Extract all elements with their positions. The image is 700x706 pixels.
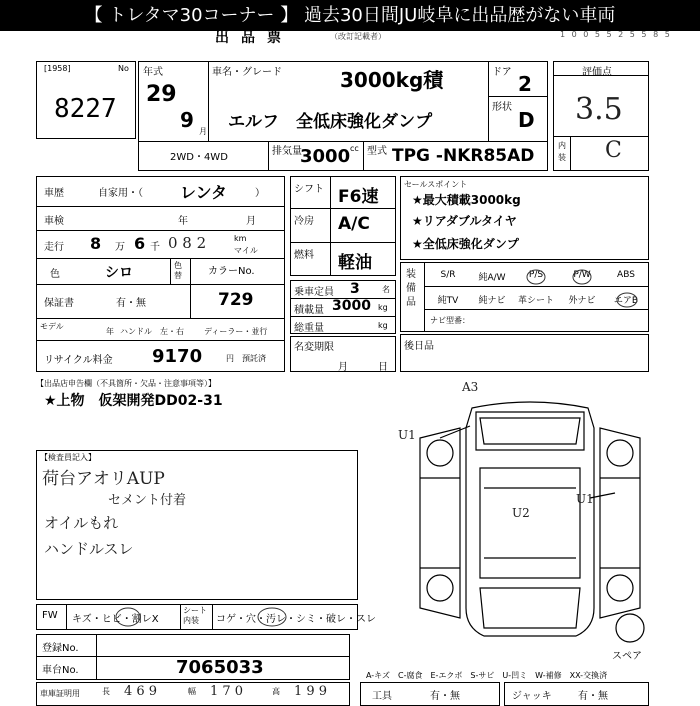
equip-tv: 純TV [437, 296, 459, 306]
shift-value: F6速 [338, 187, 379, 207]
registration-label: 登録No. [42, 643, 79, 654]
inspection-label: 車検 [44, 216, 64, 227]
ac-label: 冷房 [294, 216, 314, 227]
damage-legend: A-キズ C-腐食 E-エクボ S-サビ U-凹ミ W-補修 XX-交換済 [366, 671, 608, 680]
model-name: エルフ 全低床強化ダンプ [228, 112, 433, 132]
color-code-label: カラーNo. [208, 266, 255, 277]
load-unit: kg [378, 303, 388, 312]
lot-year-tag: [1958] [44, 64, 71, 73]
cert-height-label: 高 [272, 687, 280, 696]
color-change-label: 色替 [174, 261, 182, 280]
equipment-label: 装備品 [406, 269, 416, 308]
title-change-label: 名変期限 [294, 342, 334, 353]
fuel-value: 軽油 [338, 253, 372, 273]
seller-notes-value: ★上物 仮架開発DD02-31 [44, 393, 223, 409]
mileage-man-unit: 万 [115, 242, 125, 253]
sheet-title: 出品票 [215, 30, 293, 46]
year-month: 9 [180, 108, 194, 132]
shape-value: D [518, 108, 535, 132]
displacement-label: 排気量 [272, 146, 302, 157]
lot-number: 8227 [54, 94, 117, 124]
fuel-label: 燃料 [294, 250, 314, 261]
model-row-dealer: ディーラー・並行 [204, 327, 268, 336]
door-value: 2 [518, 72, 532, 96]
fw-seat: コゲ・穴・汚レ・シミ・破レ・スレ [216, 614, 376, 625]
damage-mark: U1 [576, 492, 594, 506]
chassis-label: 車台No. [42, 665, 79, 676]
equip-ext-navi: 外ナビ [568, 296, 596, 306]
lot-no-label: No [118, 64, 129, 73]
model-row-label: モデル [40, 322, 64, 331]
load-label: 積載量 [294, 305, 324, 316]
color-value: シロ [105, 265, 133, 281]
sales-point: ★全低床強化ダンプ [412, 237, 519, 251]
shift-label: シフト [294, 184, 324, 195]
fw-damage: キズ・ヒビ・割レX [72, 614, 159, 625]
equip-ps: P/S [528, 270, 544, 280]
model-label: 車名・グレード [212, 67, 282, 78]
history-options: 自家用・（ [98, 188, 143, 199]
inspector-notes-label: 【検査員記入】 [40, 453, 96, 462]
damage-mark: A3 [462, 380, 479, 394]
mileage-rest: 0 8 2 [168, 234, 207, 252]
mileage-man: 8 [90, 234, 102, 253]
model-row-year-unit: 年 [106, 327, 114, 336]
damage-mark: U2 [512, 506, 530, 520]
weight-label: 総重量 [294, 323, 324, 334]
model-code-label: 型式 [367, 146, 387, 157]
inspector-note: オイルもれ [44, 514, 119, 532]
weight-unit: kg [378, 321, 388, 330]
damage-mark: U1 [398, 428, 416, 442]
chassis-value: 7065033 [176, 657, 264, 678]
warranty-label: 保証書 [44, 298, 74, 309]
interior-value: C [605, 138, 622, 163]
mileage-label: 走行 [44, 242, 64, 253]
later-items-label: 後日品 [404, 341, 434, 352]
auction-banner: 【 トレタマ30コーナー 】 過去30日間JU岐阜に出品歴がない車両 [0, 0, 700, 31]
fw-circles [36, 604, 358, 630]
cert-length: 4 6 9 [124, 684, 158, 699]
tools-value: 有・無 [430, 691, 460, 702]
recycle-value: 9170 [152, 346, 203, 367]
equipment-circles [400, 262, 649, 332]
sales-point: ★最大積載3000kg [412, 193, 521, 207]
equip-alloy: 純A/W [478, 273, 506, 283]
jack-value: 有・無 [578, 691, 608, 702]
later-items-box [400, 334, 649, 372]
score-value: 3.5 [575, 92, 623, 127]
mileage-mile-unit: マイル [234, 246, 258, 255]
model-code-value: TPG -NKR85AD [392, 146, 535, 166]
sales-points-label: セールスポイント [404, 180, 468, 189]
recycle-note: 預託済 [242, 354, 266, 363]
year-month-unit: 月 [199, 127, 207, 136]
equip-abs: ABS [617, 270, 635, 280]
equip-sr: S/R [440, 270, 456, 280]
inspector-note: セメント付着 [108, 493, 187, 508]
history-label: 車歴 [44, 188, 64, 199]
drive-label: 2WD・4WD [170, 152, 228, 163]
inspector-note: ハンドルスレ [44, 540, 134, 558]
model-capacity: 3000kg積 [340, 68, 444, 92]
seats-label: 乗車定員 [294, 287, 334, 298]
mileage-km-unit: km [234, 234, 247, 243]
interior-label: 内装 [558, 141, 566, 162]
equip-airbag: エアB [613, 296, 639, 306]
cert-width: 1 7 0 [210, 684, 244, 699]
year-value: 29 [146, 82, 177, 107]
door-label: ドア [492, 67, 512, 78]
displacement-value: 3000 [300, 146, 351, 167]
cert-height: 1 9 9 [294, 684, 328, 699]
sheet-serial: 1 0 0 5 5 2 5 5 8 5 [560, 30, 672, 39]
year-label: 年式 [143, 67, 163, 78]
equip-pw: P/W [573, 270, 591, 280]
spare-label: スペア [612, 651, 642, 662]
mileage-sen: 6 [134, 234, 146, 253]
inspector-note: 荷台アオリAUP [42, 469, 165, 489]
seller-notes-label: 【出品店申告欄（不具箇所・欠品・注意事項等）】 [36, 379, 216, 388]
fw-label: FW [42, 610, 58, 621]
equip-leather: 革シート [517, 296, 554, 306]
sheet-subtitle: （改訂記載者） [330, 32, 386, 41]
load-value: 3000 [332, 298, 371, 314]
displacement-unit: cc [350, 144, 359, 153]
cert-label: 車庫証明用 [40, 689, 80, 698]
ac-value: A/C [338, 214, 370, 234]
fw-seat-label: シート内装 [183, 606, 207, 625]
seats-value: 3 [350, 281, 360, 297]
recycle-unit: 円 [226, 354, 234, 363]
history-close: ） [255, 188, 265, 199]
shape-label: 形状 [492, 102, 512, 113]
tools-label: 工具 [372, 691, 392, 702]
vehicle-damage-diagram [380, 378, 680, 678]
score-label: 評価点 [582, 67, 612, 78]
navi-model-label: ナビ型番： [430, 316, 470, 325]
inspection-year-unit: 年 [178, 216, 188, 227]
warranty-value: 有・無 [116, 298, 146, 309]
seats-unit: 名 [382, 285, 390, 294]
history-value: レンタ [180, 183, 227, 202]
title-change-day: 日 [378, 362, 388, 373]
recycle-label: リサイクル料金 [44, 355, 113, 366]
cert-length-label: 長 [102, 687, 110, 696]
cert-width-label: 幅 [188, 687, 196, 696]
jack-label: ジャッキ [512, 691, 552, 702]
inspection-month-unit: 月 [246, 216, 256, 227]
equip-navi: 純ナビ [478, 296, 506, 306]
sales-point: ★リアダブルタイヤ [412, 214, 517, 228]
color-code-value: 729 [218, 290, 254, 310]
model-row-handle: ハンドル 左・右 [120, 327, 184, 336]
color-label: 色 [50, 269, 60, 280]
mileage-sen-unit: 千 [150, 242, 160, 253]
title-change-month: 月 [338, 362, 348, 373]
